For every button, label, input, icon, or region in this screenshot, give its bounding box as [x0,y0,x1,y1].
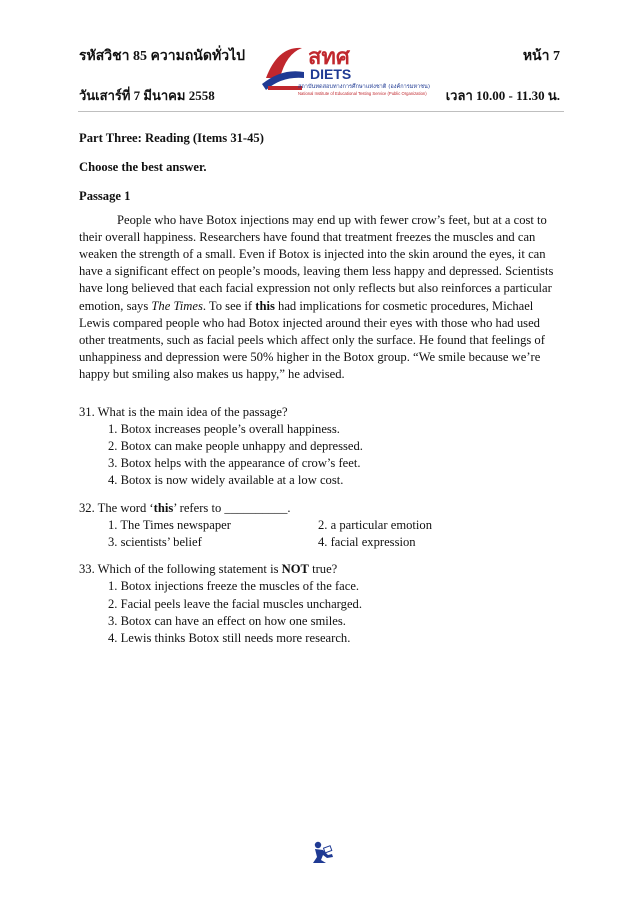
header-divider [78,111,564,112]
answer-option: 1. Botox injections freeze the muscles of the face. [108,579,360,594]
passage-text [79,212,565,384]
diets-logo [258,38,458,98]
question-stem [79,500,565,517]
passage-keyword: this [255,298,275,313]
stem-part: ’ refers to __________. [173,500,291,515]
instruction: Choose the best answer. [79,160,207,175]
answer-option: 3. Botox can have an effect on how one smiles. [108,613,346,628]
exam-content [79,130,565,657]
answer-option: 4. Lewis thinks Botox still needs more research. [108,631,351,646]
part-title: Part Three: Reading (Items 31-45) [79,131,264,145]
subject-code: รหัสวิชา 85 ความถนัดทั่วไป [79,49,245,64]
question-32 [79,500,565,552]
passage-title: Passage 1 [79,189,131,204]
answer-option: 2. Facial peels leave the facial muscles uncharged. [108,596,362,611]
answer-option: 3. scientists’ belief [108,535,202,550]
answer-option: 4. Botox is now widely available at a low cost. [108,473,344,488]
logo-thai-mark: สทศ [308,45,350,70]
stem-part: true? [308,562,338,577]
question-31 [79,404,565,490]
stem-part: 33. Which of the following statement is [79,562,282,577]
question-stem: 31. What is the main idea of the passage? [79,404,288,419]
stem-keyword: NOT [281,562,309,577]
passage-part: People who have Botox injections may end up with fewer crow’s feet, but at a cost to their overall happiness. Researchers have found that treatment freezes the muscles and can weaken the strength of a small. Even if Botox is injected into the skin around the eyes, it can have a significant effect on people’s moods, leaving them less happy and depressed. Scientists have long believed that each facial expression not only reflects but also reinforces a particular emotion, says [79,212,554,313]
answer-option: 2. a particular emotion [318,517,433,532]
exam-time: เวลา 10.00 - 11.30 น. [445,88,560,103]
question-33 [79,561,565,647]
answer-option: 1. Botox increases people’s overall happiness. [108,421,340,436]
exam-date: วันเสาร์ที่ 7 มีนาคม 2558 [79,88,215,103]
logo-name: DIETS [310,66,352,82]
reading-figure-icon [309,839,335,865]
answer-option: 3. Botox helps with the appearance of crow’s feet. [108,456,361,471]
page-number: หน้า 7 [522,49,560,64]
answer-option: 4. facial expression [318,535,416,550]
option-row [79,517,565,534]
stem-keyword: this [153,500,174,515]
answer-option: 2. Botox can make people unhappy and depressed. [108,439,363,454]
option-row [79,534,565,551]
logo-thai-org: สถาบันทดสอบทางการศึกษาแห่งชาติ (องค์การมหาชน) [298,84,431,90]
answer-option: 1. The Times newspaper [108,517,231,532]
stem-part: 32. The word ‘ [79,500,154,515]
logo-eng-org: National Institute of Educational Testing Service (Public Organization) [298,91,427,96]
passage-part: . To see if [202,298,256,313]
passage-part: had implications for cosmetic procedures, Michael Lewis compared people who had Botox injected around their eyes with those who had used other treatments, such as facial peels which affect only the surface. He found that feelings of unhappiness and depression were 50% higher in the Botox group. “We smile because we’re happy but smiling also makes us happy,” he advised. [79,298,545,382]
question-stem [79,561,565,578]
passage-source: The Times [151,298,203,313]
